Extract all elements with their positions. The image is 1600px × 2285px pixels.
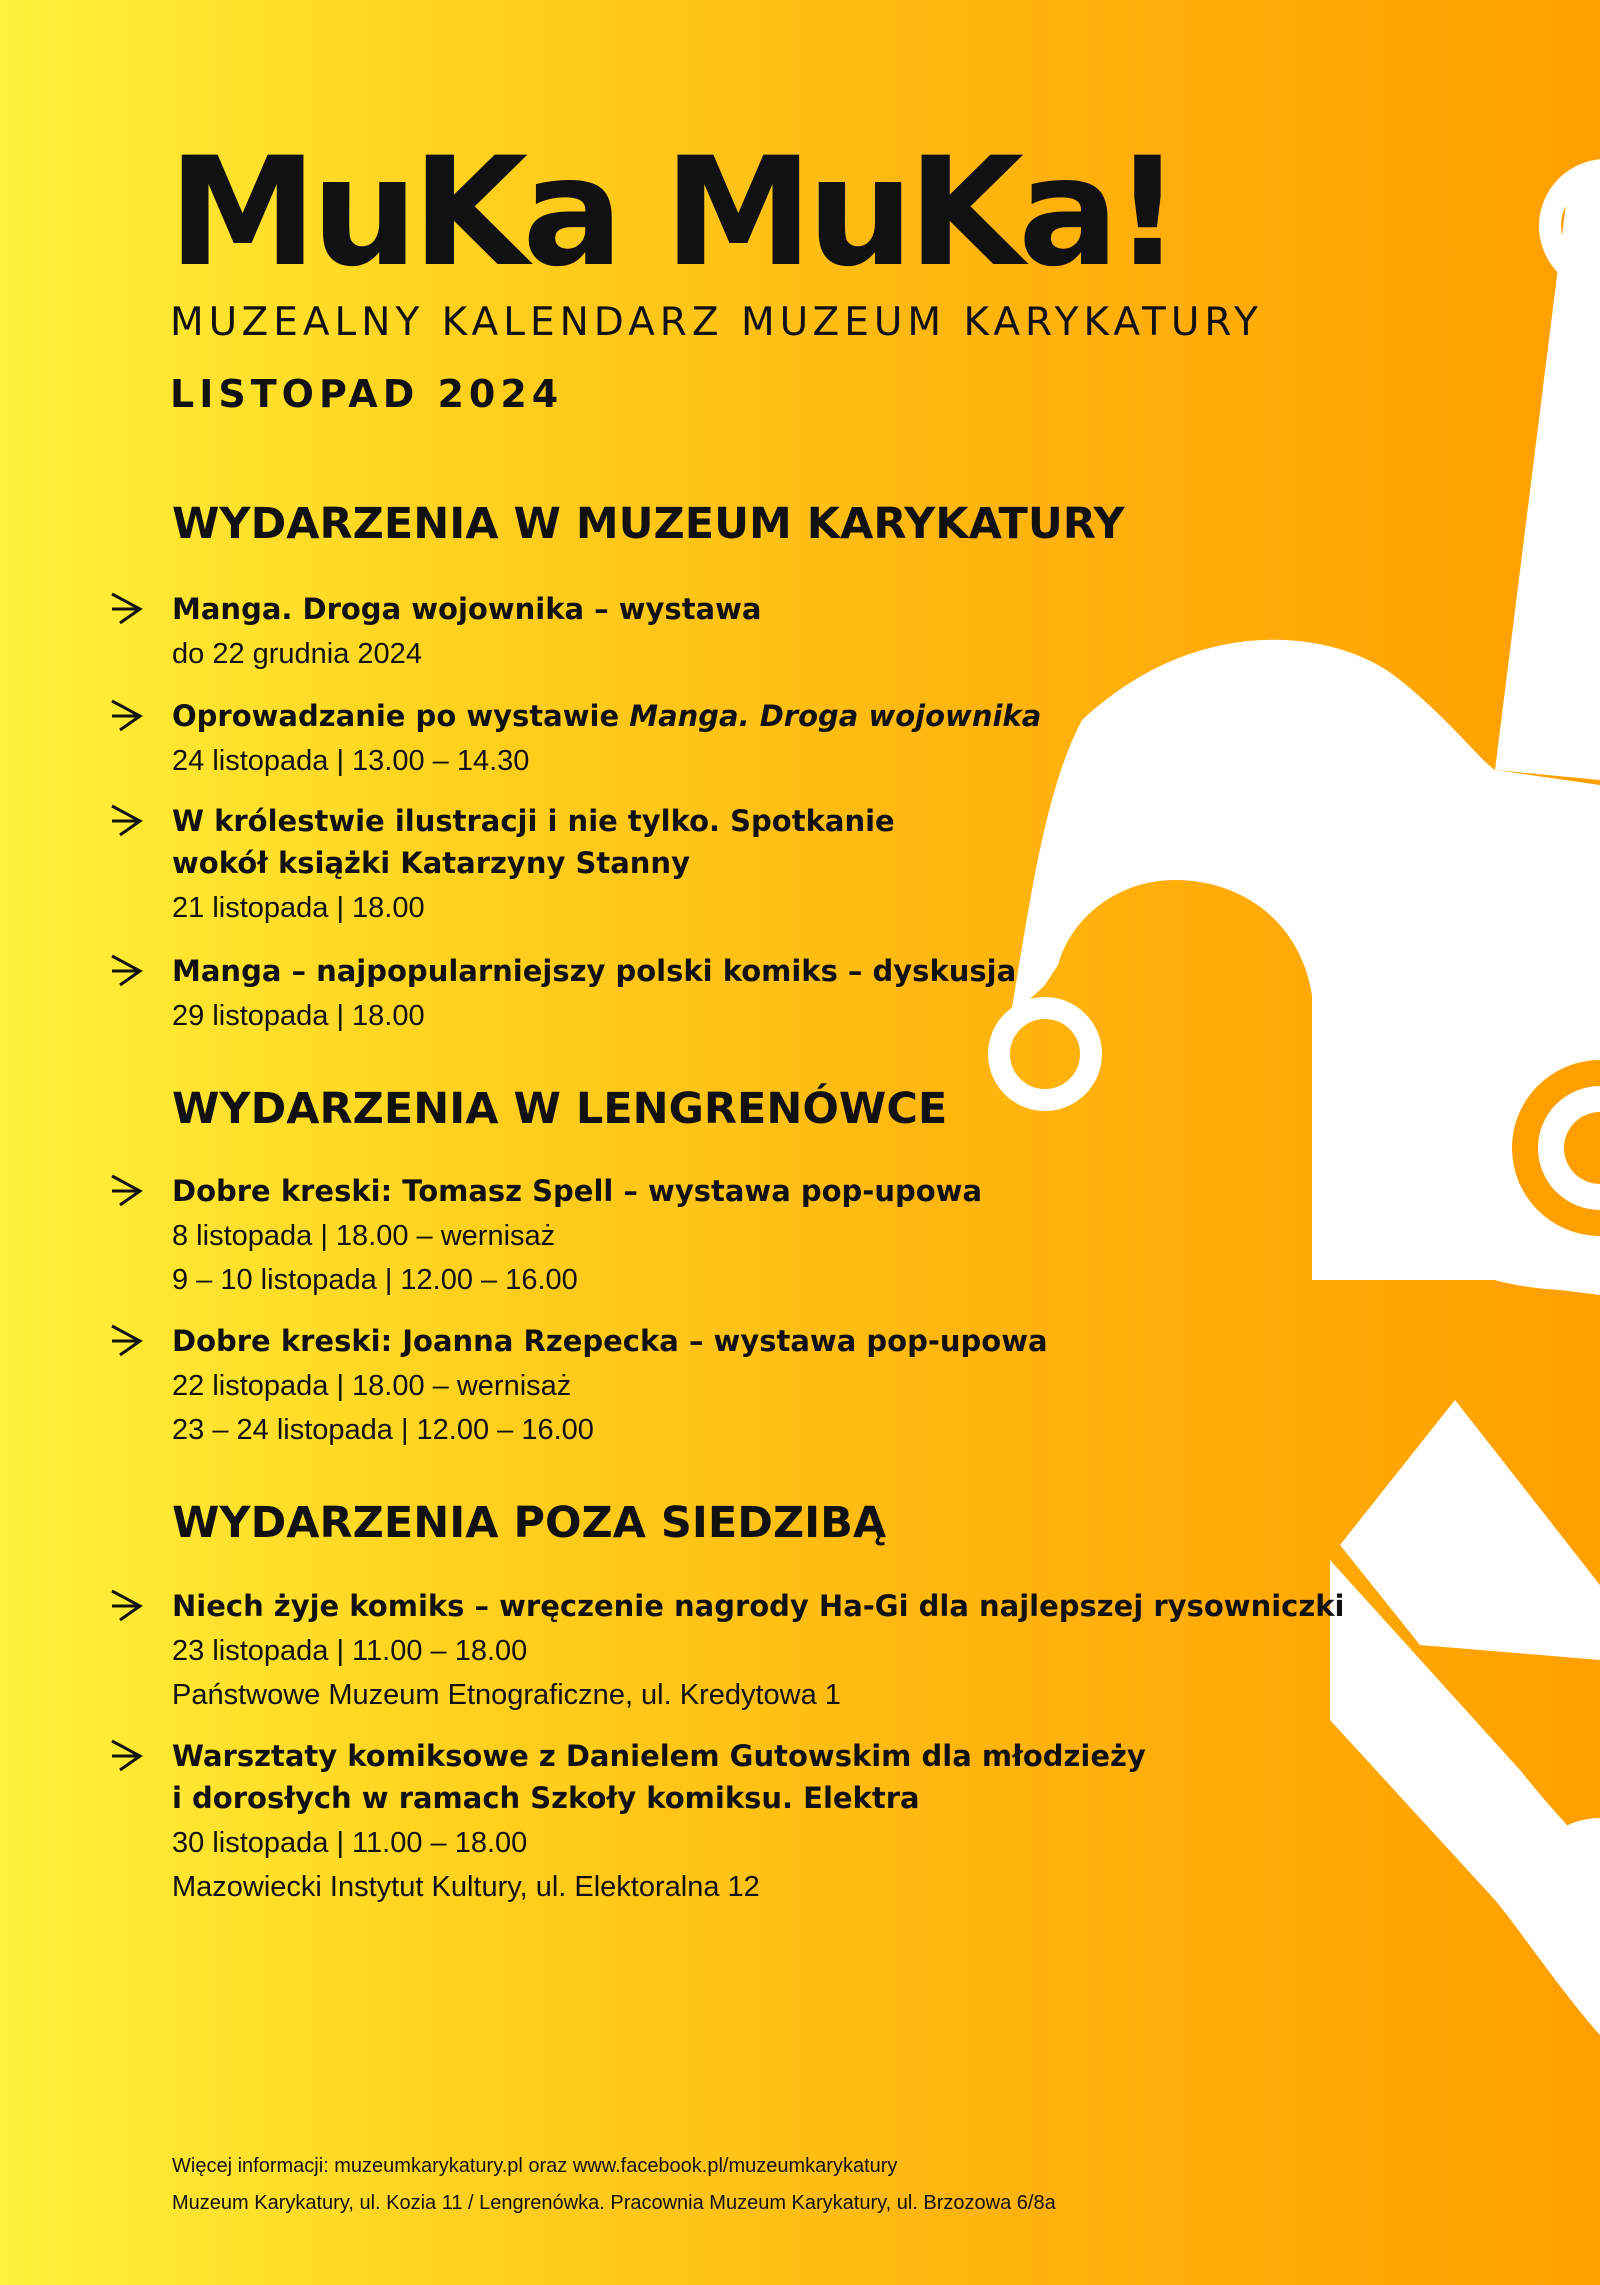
event-item <box>172 590 762 676</box>
event-location: Mazowiecki Instytut Kultury, ul. Elektoralna 12 <box>172 1871 760 1903</box>
event-item <box>172 1587 1344 1717</box>
event-title: Dobre kreski: Joanna Rzepecka – wystawa pop-upowa <box>172 1324 1048 1358</box>
footer <box>172 2148 1056 2222</box>
event-date: 30 listopada | 11.00 – 18.00 <box>172 1827 528 1859</box>
arrow-chevron-icon <box>110 1324 146 1358</box>
event-date: 29 listopada | 18.00 <box>172 1000 425 1032</box>
footer-address-line: Muzeum Karykatury, ul. Kozia 11 / Lengrenówka. Pracownia Muzeum Karykatury, ul. Brzozowa 6/8a <box>172 2192 1056 2214</box>
event-date: 22 listopada | 18.00 – wernisaż <box>172 1370 572 1402</box>
event-title-line-2: wokół książki Katarzyny Stanny <box>172 846 690 880</box>
event-title: Manga. Droga wojownika – wystawa <box>172 592 762 626</box>
event-title-line-1: Warsztaty komiksowe z Danielem Gutowskim dla młodzieży <box>172 1739 1146 1773</box>
event-date: 23 listopada | 11.00 – 18.00 <box>172 1635 528 1667</box>
event-location: Państwowe Muzeum Etnograficzne, ul. Kredytowa 1 <box>172 1679 841 1711</box>
poster-subtitle: MUZEALNY KALENDARZ MUZEUM KARYKATURY <box>170 300 1263 345</box>
event-date: do 22 grudnia 2024 <box>172 638 422 670</box>
event-title: Manga – najpopularniejszy polski komiks – dyskusja <box>172 954 1017 988</box>
event-title-line-2: i dorosłych w ramach Szkoły komiksu. Elektra <box>172 1781 920 1815</box>
event-title-italic: Manga. Droga wojownika <box>629 699 1042 733</box>
poster-title: MuKa MuKa! <box>168 126 1176 300</box>
event-item <box>172 802 895 930</box>
event-item <box>172 1737 1146 1909</box>
arrow-chevron-icon <box>110 804 146 838</box>
arrow-chevron-icon <box>110 954 146 988</box>
event-date: 9 – 10 listopada | 12.00 – 16.00 <box>172 1264 578 1296</box>
event-date: 8 listopada | 18.00 – wernisaż <box>172 1220 556 1252</box>
event-item <box>172 697 1041 783</box>
event-title-line-1: W królestwie ilustracji i nie tylko. Spotkanie <box>172 804 895 838</box>
footer-info-line: Więcej informacji: muzeumkarykatury.pl oraz www.facebook.pl/muzeumkarykatury <box>172 2155 898 2177</box>
arrow-chevron-icon <box>110 1174 146 1208</box>
poster-month: LISTOPAD 2024 <box>170 372 564 416</box>
arrow-chevron-icon <box>110 1589 146 1623</box>
event-title-text: Oprowadzanie po wystawie <box>172 699 630 733</box>
event-item <box>172 1172 982 1302</box>
event-item <box>172 1322 1048 1452</box>
event-title: Dobre kreski: Tomasz Spell – wystawa pop-upowa <box>172 1174 983 1208</box>
section-heading-museum: WYDARZENIA W MUZEUM KARYKATURY <box>172 499 1125 549</box>
event-date: 23 – 24 listopada | 12.00 – 16.00 <box>172 1414 594 1446</box>
arrow-chevron-icon <box>110 592 146 626</box>
section-heading-outside: WYDARZENIA POZA SIEDZIBĄ <box>172 1498 887 1548</box>
arrow-chevron-icon <box>110 699 146 733</box>
event-title <box>172 693 1041 739</box>
event-date: 24 listopada | 13.00 – 14.30 <box>172 745 530 777</box>
section-heading-lengrenowka: WYDARZENIA W LENGRENÓWCE <box>172 1084 948 1134</box>
arrow-chevron-icon <box>110 1739 146 1773</box>
event-date: 21 listopada | 18.00 <box>172 892 425 924</box>
event-title: Niech żyje komiks – wręczenie nagrody Ha-Gi dla najlepszej rysowniczki <box>172 1589 1345 1623</box>
event-item <box>172 952 1016 1038</box>
